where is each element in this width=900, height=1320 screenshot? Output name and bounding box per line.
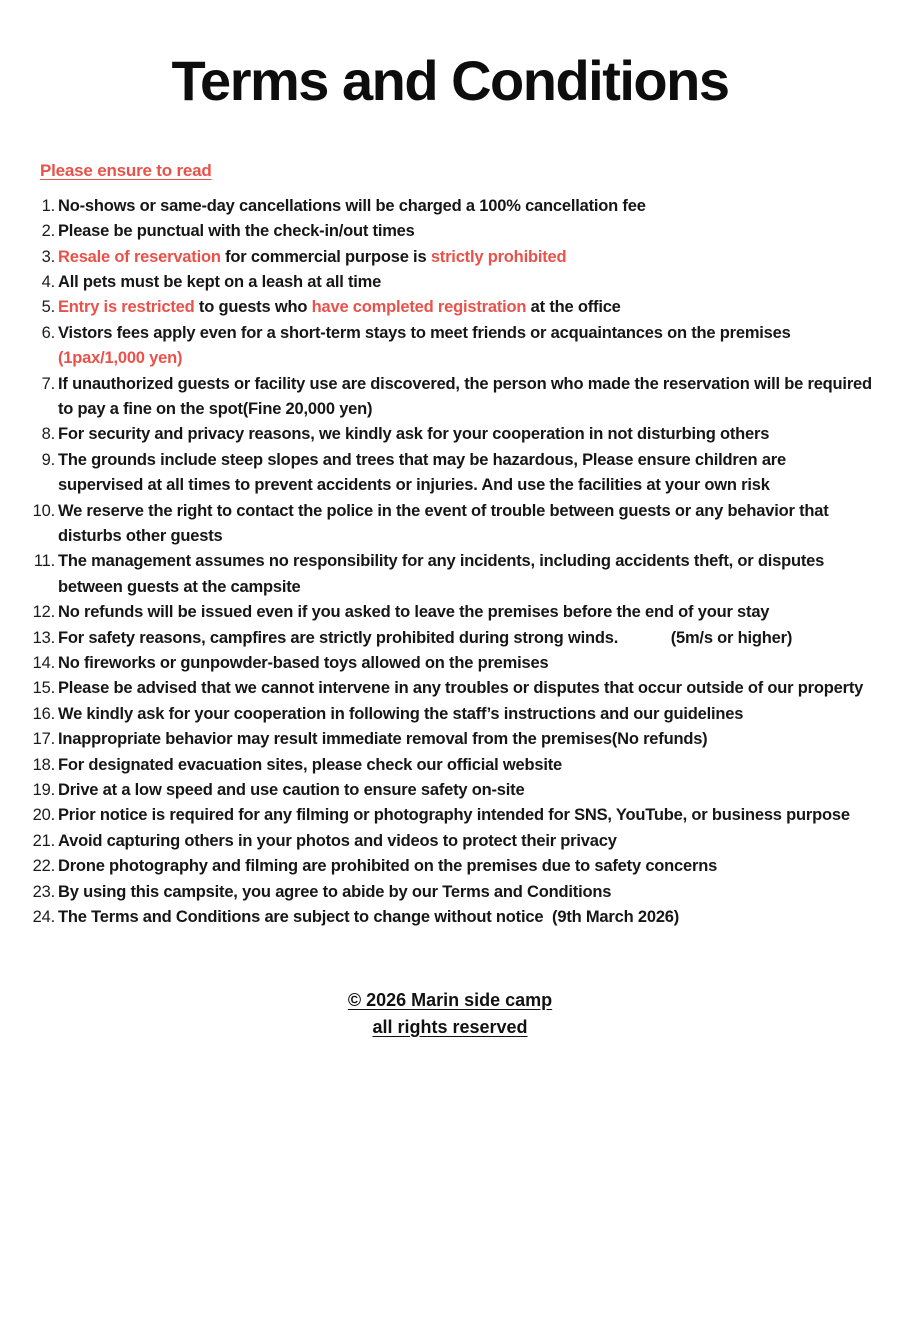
term-item-23 xyxy=(20,880,872,905)
term-number: 4. xyxy=(41,272,55,291)
term-item-9 xyxy=(20,448,872,499)
term-item-19 xyxy=(20,778,872,803)
term-text xyxy=(58,372,877,423)
footer-rights: all rights reserved xyxy=(372,1016,528,1037)
term-text-highlight: strictly prohibited xyxy=(430,247,567,266)
term-text-segment: Vistors fees apply even for a short-term stays to meet friends or acquaintances on the premises xyxy=(58,323,809,342)
term-text-segment: Avoid capturing others in your photos and videos to protect their privacy xyxy=(58,831,617,850)
term-text-segment: For safety reasons, campfires are strictly prohibited during strong winds. (5m/s or higher) xyxy=(58,628,793,647)
term-text xyxy=(58,321,872,372)
term-number: 17. xyxy=(32,730,55,749)
term-text-highlight: have completed registration xyxy=(311,298,527,317)
term-number: 7. xyxy=(41,374,55,393)
term-text xyxy=(58,854,872,879)
term-item-12 xyxy=(20,600,872,625)
term-item-16 xyxy=(20,702,872,727)
footer xyxy=(0,987,900,1041)
term-text-segment: The management assumes no responsibility for any incidents, including accidents theft, or disputes between guests at the campsite xyxy=(58,552,829,596)
term-text xyxy=(58,753,872,778)
term-text xyxy=(58,600,872,625)
term-text xyxy=(58,270,872,295)
term-text-segment: If unauthorized guests or facility use are discovered, the person who made the reservation will be required to pay a fine on the spot(Fine 20,000 yen) xyxy=(58,374,877,418)
term-text-segment: We reserve the right to contact the police in the event of trouble between guests or any behavior that disturbs other guests xyxy=(58,501,833,545)
term-text xyxy=(58,194,872,219)
term-item-14 xyxy=(20,651,872,676)
term-text-segment: Inappropriate behavior may result immediate removal from the premises(No refunds) xyxy=(58,730,708,749)
term-item-11 xyxy=(20,549,872,600)
page-title: Terms and Conditions xyxy=(171,49,729,112)
term-item-7 xyxy=(20,372,877,423)
term-text-segment: We kindly ask for your cooperation in following the staff’s instructions and our guidelines xyxy=(58,704,744,723)
term-number: 21. xyxy=(32,831,55,850)
footer-copyright: © 2026 Marin side camp xyxy=(347,989,553,1010)
term-text-segment: No refunds will be issued even if you asked to leave the premises before the end of your stay xyxy=(58,603,770,622)
term-text-segment: No-shows or same-day cancellations will be charged a 100% cancellation fee xyxy=(58,196,646,215)
term-text xyxy=(58,905,872,930)
term-text xyxy=(58,702,872,727)
term-number: 19. xyxy=(32,781,55,800)
term-text xyxy=(58,499,872,550)
term-number: 1. xyxy=(41,196,55,215)
terms-list xyxy=(0,194,900,931)
term-number: 2. xyxy=(41,222,55,241)
term-text xyxy=(58,626,872,651)
term-number: 15. xyxy=(32,679,55,698)
term-text-segment: for commercial purpose is xyxy=(220,247,431,266)
term-text-segment: All pets must be kept on a leash at all time xyxy=(58,272,382,291)
term-number: 11. xyxy=(33,552,55,571)
term-text-segment: For designated evacuation sites, please check our official website xyxy=(58,755,562,774)
term-text-segment: Please be punctual with the check-in/out times xyxy=(58,222,415,241)
term-text-highlight: (1pax/1,000 yen) xyxy=(58,349,183,368)
term-number: 6. xyxy=(41,323,55,342)
term-text xyxy=(58,219,872,244)
term-text-segment: No fireworks or gunpowder-based toys allowed on the premises xyxy=(58,654,549,673)
term-text xyxy=(58,651,872,676)
term-item-10 xyxy=(20,499,872,550)
term-item-1 xyxy=(20,194,872,219)
term-text xyxy=(58,245,872,270)
term-number: 20. xyxy=(32,806,55,825)
term-number: 10. xyxy=(32,501,55,520)
term-number: 16. xyxy=(32,704,55,723)
term-text-segment: Please be advised that we cannot intervene in any troubles or disputes that occur outside of our property xyxy=(58,679,864,698)
term-item-2 xyxy=(20,219,872,244)
term-number: 13. xyxy=(32,628,55,647)
term-item-22 xyxy=(20,854,872,879)
term-text-segment: to guests who xyxy=(194,298,312,317)
term-number: 5. xyxy=(41,298,55,317)
term-number: 24. xyxy=(32,908,55,927)
term-item-13 xyxy=(20,626,872,651)
term-text xyxy=(58,829,872,854)
term-item-21 xyxy=(20,829,872,854)
term-text xyxy=(58,448,872,499)
term-text-segment: at the office xyxy=(526,298,621,317)
term-text-segment: Drive at a low speed and use caution to ensure safety on-site xyxy=(58,781,525,800)
term-item-3 xyxy=(20,245,872,270)
term-text-highlight: Entry is restricted xyxy=(58,298,195,317)
term-text-segment: Prior notice is required for any filming or photography intended for SNS, YouTube, or business purpose xyxy=(58,806,850,825)
term-number: 22. xyxy=(32,857,55,876)
term-number: 14. xyxy=(32,654,55,673)
term-number: 23. xyxy=(32,882,55,901)
term-text-segment: By using this campsite, you agree to abide by our Terms and Conditions xyxy=(58,882,612,901)
term-item-15 xyxy=(20,676,872,701)
term-number: 12. xyxy=(32,603,55,622)
term-text xyxy=(58,676,872,701)
term-number: 3. xyxy=(41,247,55,266)
term-text-segment: The Terms and Conditions are subject to change without notice (9th March 2026) xyxy=(58,908,680,927)
term-text xyxy=(58,422,872,447)
term-item-4 xyxy=(20,270,872,295)
term-text xyxy=(58,880,872,905)
term-number: 9. xyxy=(41,450,55,469)
term-item-24 xyxy=(20,905,872,930)
term-item-5 xyxy=(20,295,872,320)
term-text-segment: The grounds include steep slopes and trees that may be hazardous, Please ensure children are supervised at all times to prevent accidents or injuries. And use the facilities at your own risk xyxy=(58,450,791,495)
term-text xyxy=(58,727,872,752)
term-text-highlight: Resale of reservation xyxy=(58,247,221,266)
term-item-8 xyxy=(20,422,872,447)
term-text-segment: For security and privacy reasons, we kindly ask for your cooperation in not disturbing others xyxy=(58,425,770,444)
term-text xyxy=(58,549,872,600)
term-item-20 xyxy=(20,803,872,828)
notice-heading: Please ensure to read xyxy=(40,160,212,180)
term-item-17 xyxy=(20,727,872,752)
term-text-segment: Drone photography and filming are prohibited on the premises due to safety concerns xyxy=(58,857,718,876)
term-item-6 xyxy=(20,321,872,372)
document-page xyxy=(0,50,900,1320)
term-text xyxy=(58,778,872,803)
term-text xyxy=(58,803,872,828)
term-text xyxy=(58,295,872,320)
term-number: 18. xyxy=(32,755,55,774)
term-item-18 xyxy=(20,753,872,778)
term-number: 8. xyxy=(41,425,55,444)
